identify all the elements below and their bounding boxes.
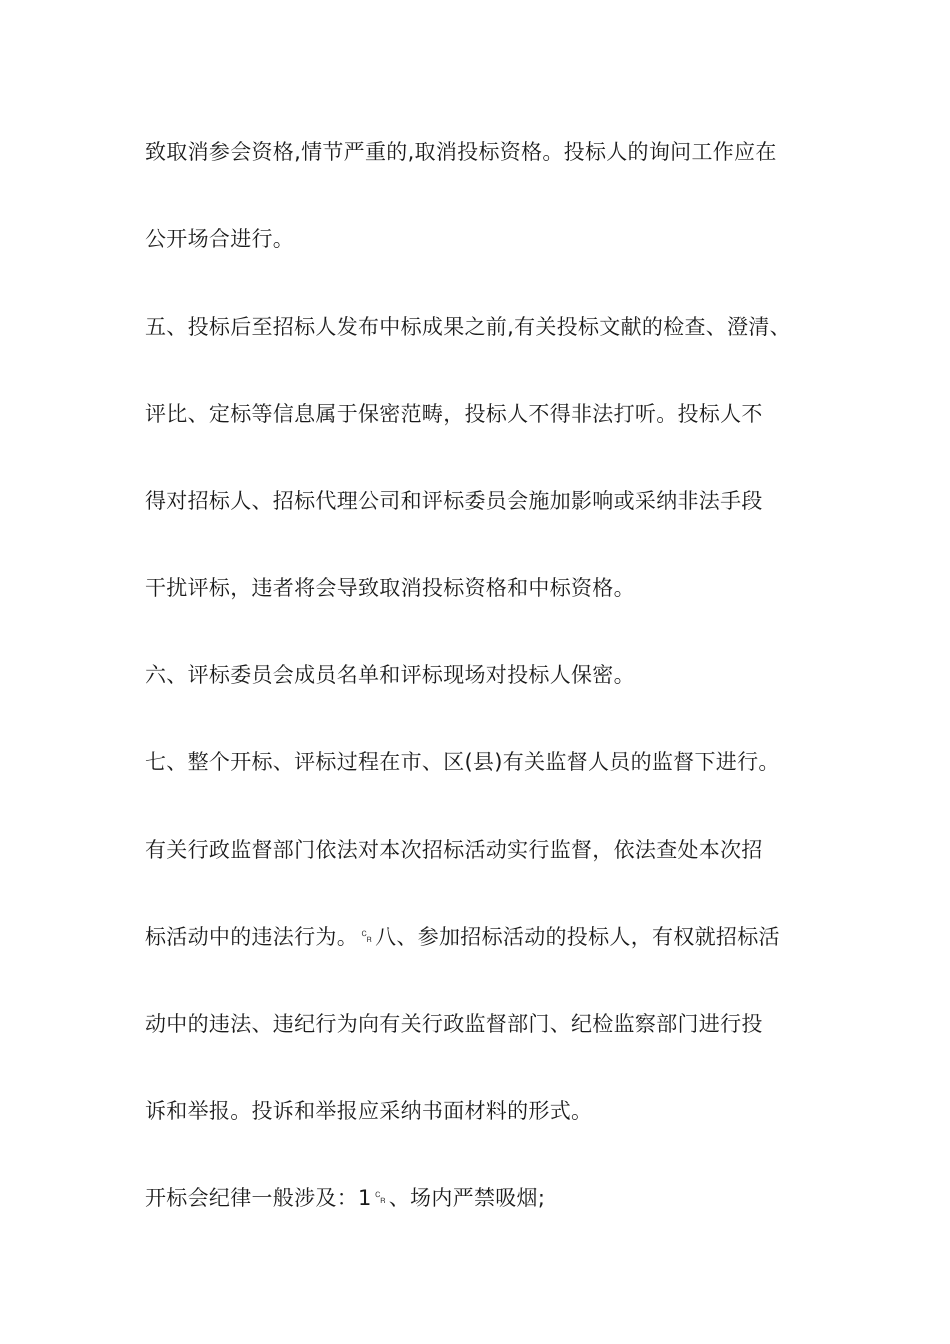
paragraph-line: 诉和举报。投诉和举报应采纳书面材料的形式。 bbox=[145, 1099, 593, 1123]
paragraph-line: 干扰评标，违者将会导致取消投标资格和中标资格。 bbox=[145, 576, 635, 600]
paragraph-line: 致取消参会资格,情节严重的,取消投标资格。投标人的询问工作应在 bbox=[145, 140, 777, 164]
paragraph-line: 六、评标委员会成员名单和评标现场对投标人保密。 bbox=[145, 663, 635, 687]
paragraph-line: 七、整个开标、评标过程在市、区(县)有关监督人员的监督下进行。 bbox=[145, 750, 780, 774]
paragraph-line: 公开场合进行。 bbox=[145, 227, 295, 251]
paragraph-line: 动中的违法、违纪行为向有关行政监督部门、纪检监察部门进行投 bbox=[145, 1012, 763, 1036]
paragraph-line: 标活动中的违法行为。␍八、参加招标活动的投标人，有权就招标活 bbox=[145, 925, 780, 949]
paragraph-line: 得对招标人、招标代理公司和评标委员会施加影响或采纳非法手段 bbox=[145, 489, 763, 513]
paragraph-line: 五、投标后至招标人发布中标成果之前,有关投标文献的检查、澄清、 bbox=[145, 315, 791, 339]
paragraph-line: 有关行政监督部门依法对本次招标活动实行监督，依法查处本次招 bbox=[145, 838, 763, 862]
paragraph-line: 开标会纪律一般涉及：1␍、场内严禁吸烟; bbox=[145, 1186, 546, 1210]
paragraph-line: 评比、定标等信息属于保密范畴，投标人不得非法打听。投标人不 bbox=[145, 402, 763, 426]
